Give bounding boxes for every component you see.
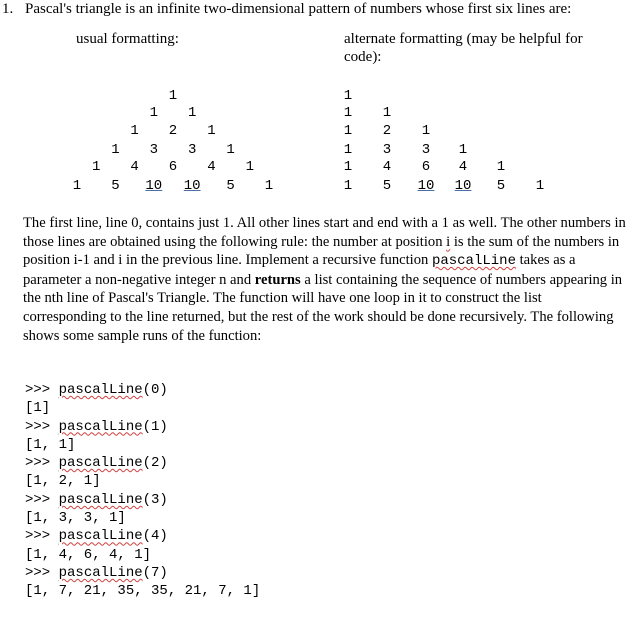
triangle-number: 1 [187,105,197,121]
sample-call-line [25,491,260,509]
alternate-formatting-label-line2: code): [344,49,382,65]
function-call: pascalLine [58,455,143,472]
prompt: >>> [25,564,59,581]
function-arg: (1) [142,418,168,435]
sample-call-line [25,381,260,399]
returns-keyword: returns [254,271,301,288]
prompt: >>> [25,491,59,508]
triangle-number: 3 [187,142,197,158]
triangle-number: 1 [149,105,158,121]
triangle-alt-number: 3 [421,142,431,158]
prompt: >>> [25,382,59,398]
triangle-number: 1 [72,178,82,194]
triangle-number: 1 [168,88,178,104]
question-number: 1. [2,1,14,17]
triangle-alt-number: 1 [496,159,506,175]
sample-result-line: [1, 1] [25,436,76,453]
variable-i: i [118,252,123,269]
triangle-alt-number: 1 [421,123,431,139]
sample-call-line [25,564,260,582]
triangle-alt-number: 1 [343,178,353,194]
function-call: pascalLine [58,491,143,508]
triangle-number: 3 [149,142,158,158]
triangle-alt-number: 4 [458,159,468,175]
triangle-alt-number: 10 [454,178,472,194]
triangle-number: 1 [111,142,120,158]
triangle-number: 5 [226,178,235,194]
triangle-alt-number: 2 [382,123,392,139]
triangle-number: 1 [207,123,216,139]
triangle-number: 5 [111,178,120,194]
variable-i: i [446,233,451,250]
triangle-number: 6 [168,159,178,175]
function-call: pascalLine [58,382,143,398]
description-part4: takes as a parameter a non-negative integer n and [23,252,576,288]
description-part2: is the sum of the numbers in position i-1 and [23,233,620,269]
function-call: pascalLine [58,528,143,545]
function-call: pascalLine [58,564,143,581]
triangle-number: 10 [145,178,163,194]
triangle-alt-number: 5 [496,178,506,194]
triangle-number: 1 [245,159,254,175]
triangle-alt-number: 5 [382,178,392,194]
usual-formatting-label: usual formatting: [76,31,179,47]
triangle-number: 10 [183,178,201,194]
sample-result-line: [1] [25,400,51,417]
triangle-number: 4 [207,159,216,175]
function-arg: (2) [142,455,168,472]
description-paragraph [23,214,627,345]
triangle-alt-number: 1 [343,123,353,139]
triangle-number: 4 [130,159,139,175]
prompt: >>> [25,528,59,545]
prompt: >>> [25,455,59,472]
sample-call-line [25,527,260,545]
question-heading [2,1,571,18]
triangle-alt-number: 4 [382,159,392,175]
triangle-number: 1 [264,178,274,194]
triangle-alt-number: 1 [343,88,353,104]
sample-result-line: [1, 3, 3, 1] [25,510,126,527]
description-part3: in the previous line. Implement a recursive function [122,252,432,269]
sample-runs [25,381,260,601]
triangle-alt-number: 1 [343,142,353,158]
function-call: pascalLine [58,418,143,435]
function-arg: (7) [142,564,168,581]
sample-call-line [25,418,260,436]
triangle-alt-number: 1 [343,105,353,121]
triangle-alt-number: 3 [382,142,392,158]
triangle-alt-number: 1 [382,105,392,121]
triangle-alt-number: 1 [535,178,545,194]
triangle-alt-number: 10 [417,178,435,194]
function-arg: (4) [142,528,168,545]
function-arg: (3) [142,491,168,508]
function-arg: (0) [142,382,168,398]
triangle-number: 2 [168,123,178,139]
sample-call-line [25,454,260,472]
question-text: Pascal's triangle is an infinite two-dimensional pattern of numbers whose first six lines are: [25,1,572,17]
description-part5: a list containing the sequence of numbers appearing in the nth line of Pascal's Triangle. The function will have one loop in it to construct the list corresponding to the line returned, but the rest of the work should be done recursively. The following shows some sample runs of the function: [23,271,623,344]
triangle-alt-number: 1 [458,142,468,158]
triangle-number: 1 [226,142,235,158]
triangle-alt-number: 6 [421,159,431,175]
description-part1: The first line, line 0, contains just 1. All other lines start and end with a 1 as well. The other numbers in those lines are obtained using the following rule: the number at position [23,215,626,250]
triangle-alt-number: 1 [343,159,353,175]
sample-result-line: [1, 4, 6, 4, 1] [25,546,152,563]
triangle-number: 1 [91,159,101,175]
sample-result-line: [1, 2, 1] [25,473,101,490]
prompt: >>> [25,418,59,435]
sample-result-line: [1, 7, 21, 35, 35, 21, 7, 1] [25,583,261,600]
alternate-formatting-label-line1: alternate formatting (may be helpful for [344,31,583,47]
function-name: pascalLine [431,253,516,270]
triangle-number: 1 [130,123,139,139]
